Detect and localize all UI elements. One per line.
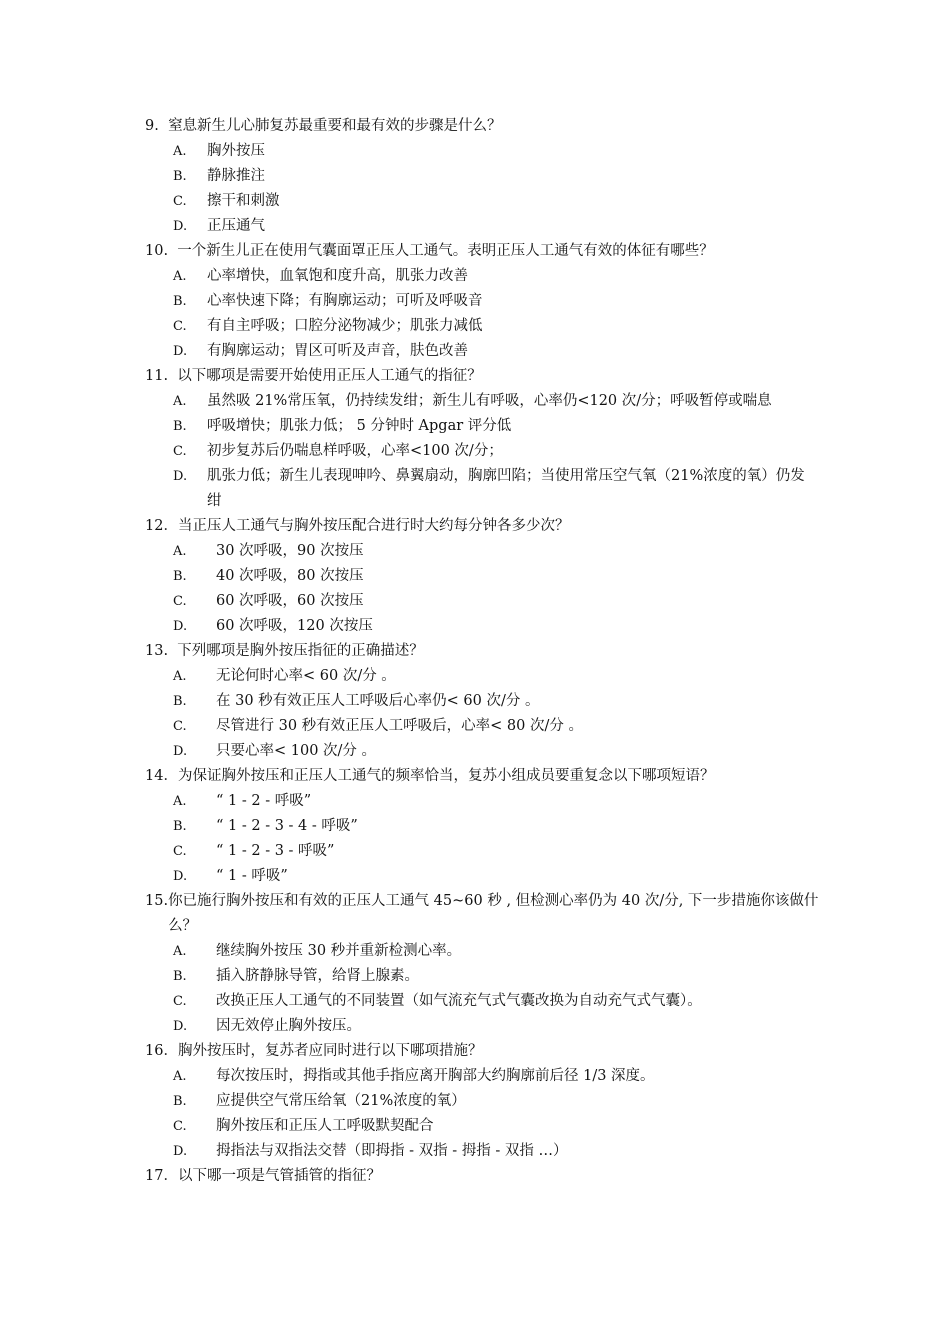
answer-option bbox=[145, 989, 825, 1014]
answer-option bbox=[145, 389, 825, 414]
option-text: 有胸廓运动；胃区可听及声音，肤色改善 bbox=[207, 343, 468, 359]
option-letter: C. bbox=[173, 194, 187, 209]
question-stem bbox=[145, 1039, 825, 1064]
question-number: 10. bbox=[145, 243, 178, 259]
option-text: 心率增快，血氧饱和度升高，肌张力改善 bbox=[207, 268, 468, 284]
answer-option bbox=[145, 939, 825, 964]
option-letter: D. bbox=[173, 744, 188, 759]
answer-option bbox=[145, 1139, 825, 1164]
question-2 bbox=[145, 364, 825, 514]
answer-option bbox=[145, 714, 825, 739]
option-letter: A. bbox=[173, 669, 187, 684]
question-stem bbox=[145, 114, 825, 139]
option-letter: A. bbox=[173, 544, 187, 559]
option-letter: A. bbox=[173, 394, 187, 409]
option-text: 40 次呼吸，80 次按压 bbox=[216, 568, 364, 584]
answer-option bbox=[145, 414, 825, 439]
option-letter: D. bbox=[173, 619, 188, 634]
option-text: 尽管进行 30 秒有效正压人工呼吸后，心率< 80 次/分 。 bbox=[216, 718, 583, 734]
option-letter: A. bbox=[173, 269, 187, 284]
question-text: 下列哪项是胸外按压指征的正确描述？ bbox=[177, 643, 424, 659]
option-text: 胸外按压 bbox=[207, 143, 265, 159]
option-text: 呼吸增快；肌张力低； 5 分钟时 Apgar 评分低 bbox=[207, 418, 512, 434]
option-letter: C. bbox=[173, 994, 187, 1009]
option-text: 静脉推注 bbox=[207, 168, 265, 184]
answer-option bbox=[145, 964, 825, 989]
option-letter: C. bbox=[173, 844, 187, 859]
option-text: 插入脐静脉导管，给肾上腺素。 bbox=[216, 968, 419, 984]
question-text: 以下哪项是需要开始使用正压人工通气的指征？ bbox=[177, 368, 482, 384]
option-letter: B. bbox=[173, 694, 187, 709]
answer-option bbox=[145, 1064, 825, 1089]
answer-option bbox=[145, 789, 825, 814]
option-letter: A. bbox=[173, 144, 187, 159]
option-letter: B. bbox=[173, 169, 187, 184]
question-text: 为保证胸外按压和正压人工通气的频率恰当，复苏小组成员要重复念以下哪项短语？ bbox=[177, 768, 715, 784]
option-letter: D. bbox=[173, 344, 188, 359]
answer-option bbox=[145, 814, 825, 839]
answer-option bbox=[145, 589, 825, 614]
option-letter: B. bbox=[173, 569, 187, 584]
option-text: 无论何时心率< 60 次/分 。 bbox=[216, 668, 396, 684]
question-stem bbox=[145, 639, 825, 664]
question-stem bbox=[145, 514, 825, 539]
question-text: 窒息新生儿心肺复苏最重要和最有效的步骤是什么？ bbox=[168, 118, 502, 134]
option-text: 只要心率< 100 次/分 。 bbox=[216, 743, 377, 759]
option-letter: A. bbox=[173, 794, 187, 809]
option-letter: C. bbox=[173, 719, 187, 734]
option-text: “ 1 - 2 - 呼吸” bbox=[216, 793, 312, 809]
answer-option bbox=[145, 339, 825, 364]
question-5 bbox=[145, 764, 825, 889]
option-text: “ 1 - 呼吸” bbox=[216, 868, 288, 884]
question-4 bbox=[145, 639, 825, 764]
option-text: 虽然吸 21%常压氧，仍持续发绀；新生儿有呼吸，心率仍<120 次/分；呼吸暂停或喘息 bbox=[207, 393, 772, 409]
question-3 bbox=[145, 514, 825, 639]
option-text: “ 1 - 2 - 3 - 呼吸” bbox=[216, 843, 335, 859]
question-0 bbox=[145, 114, 825, 239]
question-number: 11. bbox=[145, 368, 178, 384]
question-stem bbox=[145, 889, 825, 939]
option-letter: C. bbox=[173, 444, 187, 459]
answer-option bbox=[145, 1014, 825, 1039]
question-number: 16． bbox=[145, 1043, 178, 1059]
question-6 bbox=[145, 889, 825, 1039]
question-list bbox=[145, 114, 825, 1189]
answer-option bbox=[145, 864, 825, 889]
option-text: 60 次呼吸，60 次按压 bbox=[216, 593, 364, 609]
option-letter: D. bbox=[173, 219, 188, 234]
answer-option bbox=[145, 164, 825, 189]
answer-option bbox=[145, 564, 825, 589]
option-text: 心率快速下降；有胸廓运动；可听及呼吸音 bbox=[207, 293, 483, 309]
question-1 bbox=[145, 239, 825, 364]
option-text: 30 次呼吸，90 次按压 bbox=[216, 543, 364, 559]
option-letter: D. bbox=[173, 469, 188, 484]
question-number: 9. bbox=[145, 118, 169, 134]
question-text: 一个新生儿正在使用气囊面罩正压人工通气。表明正压人工通气有效的体征有哪些？ bbox=[177, 243, 714, 259]
answer-option bbox=[145, 1089, 825, 1114]
answer-option bbox=[145, 614, 825, 639]
option-text: 初步复苏后仍喘息样呼吸，心率<100 次/分； bbox=[207, 443, 503, 459]
question-text: 胸外按压时，复苏者应同时进行以下哪项措施？ bbox=[177, 1043, 483, 1059]
option-letter: C. bbox=[173, 1119, 187, 1134]
option-text: 胸外按压和正压人工呼吸默契配合 bbox=[216, 1118, 434, 1134]
option-text: “ 1 - 2 - 3 - 4 - 呼吸” bbox=[216, 818, 358, 834]
answer-option bbox=[145, 264, 825, 289]
answer-option bbox=[145, 464, 825, 514]
question-number: 14． bbox=[145, 768, 178, 784]
option-letter: C. bbox=[173, 319, 187, 334]
option-text: 60 次呼吸，120 次按压 bbox=[216, 618, 373, 634]
question-stem bbox=[145, 764, 825, 789]
option-text: 因无效停止胸外按压。 bbox=[216, 1018, 361, 1034]
question-stem bbox=[145, 1164, 825, 1189]
option-letter: C. bbox=[173, 594, 187, 609]
answer-option bbox=[145, 539, 825, 564]
question-stem bbox=[145, 364, 825, 389]
answer-option bbox=[145, 439, 825, 464]
option-letter: D. bbox=[173, 869, 188, 884]
option-letter: D. bbox=[173, 1144, 188, 1159]
option-letter: A. bbox=[173, 1069, 187, 1084]
question-8 bbox=[145, 1164, 825, 1189]
answer-option bbox=[145, 664, 825, 689]
option-letter: B. bbox=[173, 819, 187, 834]
option-letter: D. bbox=[173, 1019, 188, 1034]
question-number: 13. bbox=[145, 643, 178, 659]
option-text: 拇指法与双指法交替（即拇指 - 双指 - 拇指 - 双指 …） bbox=[216, 1143, 568, 1159]
option-text: 改换正压人工通气的不同装置（如气流充气式气囊改换为自动充气式气囊）。 bbox=[216, 993, 702, 1009]
answer-option bbox=[145, 289, 825, 314]
answer-option bbox=[145, 314, 825, 339]
answer-option bbox=[145, 739, 825, 764]
option-letter: B. bbox=[173, 419, 187, 434]
question-number: 15. bbox=[145, 893, 169, 909]
option-text: 肌张力低；新生儿表现呻吟、鼻翼扇动，胸廓凹陷；当使用常压空气氧（21%浓度的氧）仍发绀 bbox=[207, 468, 805, 509]
option-text: 每次按压时，拇指或其他手指应离开胸部大约胸廓前后径 1/3 深度。 bbox=[216, 1068, 655, 1084]
option-letter: A. bbox=[173, 944, 187, 959]
option-text: 应提供空气常压给氧（21%浓度的氧） bbox=[216, 1093, 466, 1109]
option-text: 有自主呼吸；口腔分泌物减少；肌张力减低 bbox=[207, 318, 483, 334]
question-number: 17． bbox=[145, 1168, 178, 1184]
option-letter: B. bbox=[173, 1094, 187, 1109]
option-letter: B. bbox=[173, 969, 187, 984]
option-letter: B. bbox=[173, 294, 187, 309]
answer-option bbox=[145, 189, 825, 214]
answer-option bbox=[145, 139, 825, 164]
question-text: 当正压人工通气与胸外按压配合进行时大约每分钟各多少次？ bbox=[177, 518, 570, 534]
option-text: 在 30 秒有效正压人工呼吸后心率仍< 60 次/分 。 bbox=[216, 693, 540, 709]
question-stem bbox=[145, 239, 825, 264]
question-text: 你已施行胸外按压和有效的正压人工通气 45~60 秒 , 但检测心率仍为 40 次/分, 下一步措施你该做什么？ bbox=[168, 893, 819, 934]
question-7 bbox=[145, 1039, 825, 1164]
option-text: 正压通气 bbox=[207, 218, 265, 234]
question-text: 以下哪一项是气管插管的指征？ bbox=[177, 1168, 381, 1184]
answer-option bbox=[145, 689, 825, 714]
option-text: 继续胸外按压 30 秒并重新检测心率。 bbox=[216, 943, 462, 959]
answer-option bbox=[145, 839, 825, 864]
option-text: 擦干和刺激 bbox=[207, 193, 280, 209]
answer-option bbox=[145, 1114, 825, 1139]
answer-option bbox=[145, 214, 825, 239]
question-number: 12． bbox=[145, 518, 178, 534]
